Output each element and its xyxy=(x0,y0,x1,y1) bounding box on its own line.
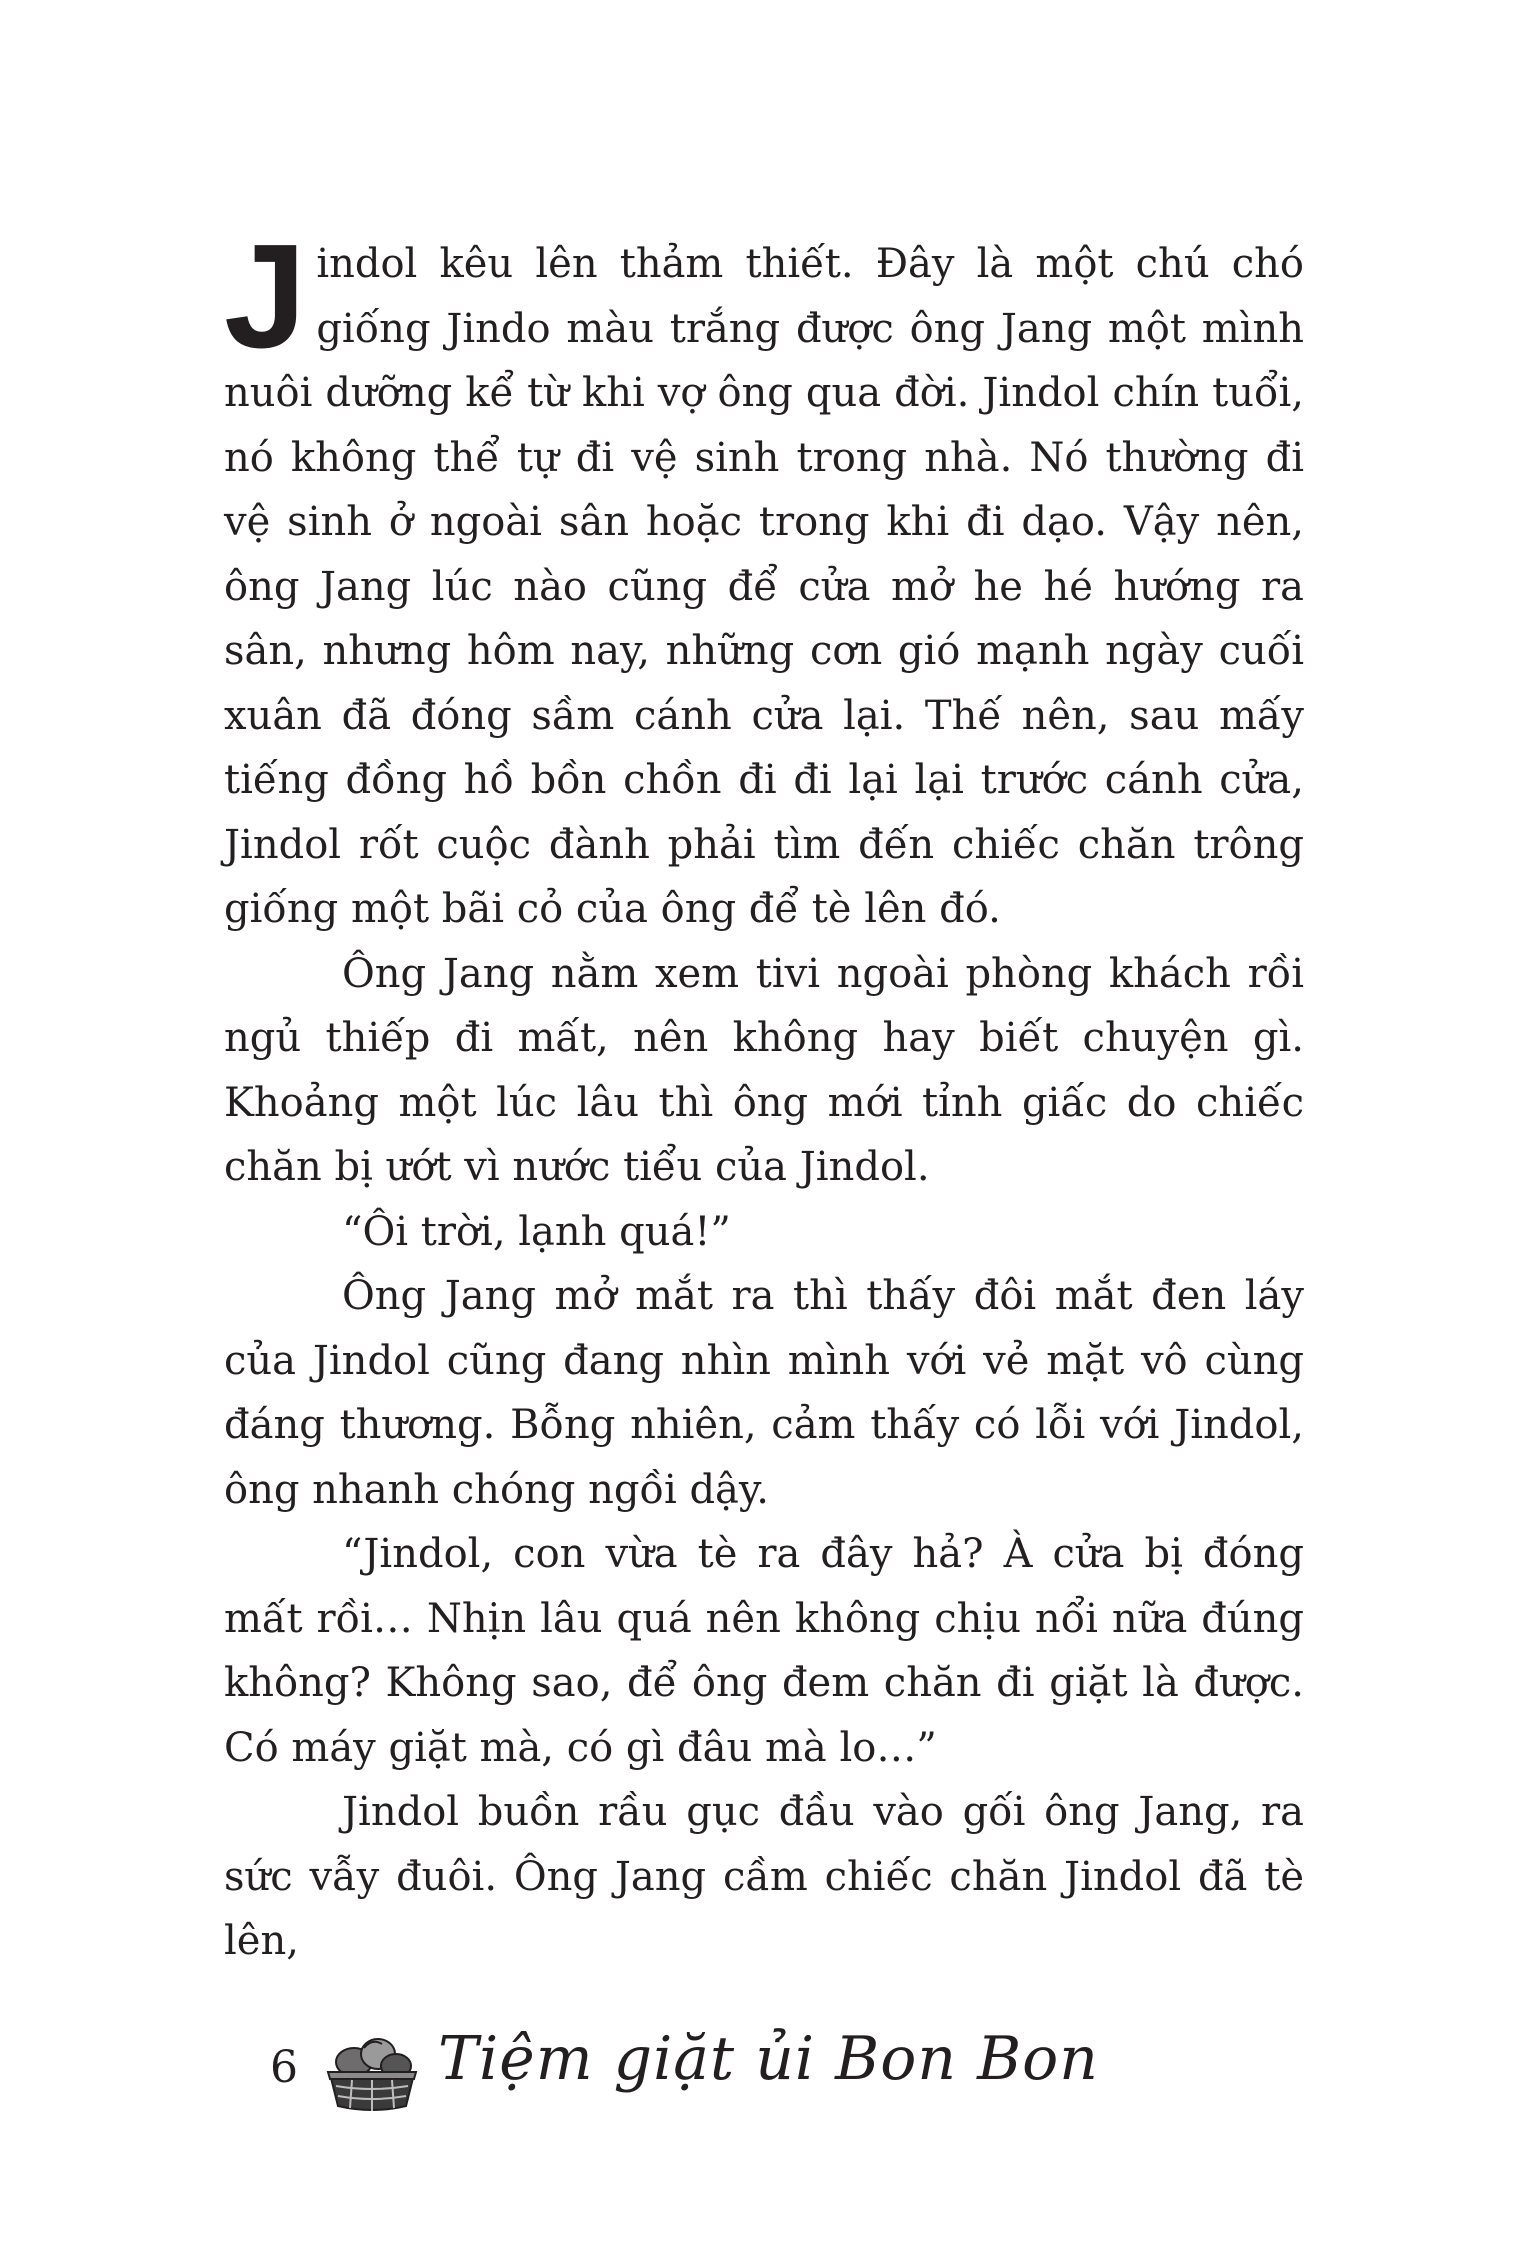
drop-cap-letter: J xyxy=(224,214,307,379)
paragraph-3: “Ôi trời, lạnh quá!” xyxy=(342,1208,731,1255)
paragraph-2: Ông Jang nằm xem tivi ngoài phòng khách rồi ngủ thiếp đi mất, nên không hay biết chuyện gì. Khoảng một lúc lâu thì ông mới tỉnh giấc do chiếc chăn bị ướt vì nước tiểu của Jindol. xyxy=(224,950,1304,1190)
paragraph-6: Jindol buồn rầu gục đầu vào gối ông Jang, ra sức vẫy đuôi. Ông Jang cầm chiếc chăn Jindol đã tè lên, xyxy=(224,1789,1304,1964)
paragraph-5: “Jindol, con vừa tè ra đây hả? À cửa bị đóng mất rồi… Nhịn lâu quá nên không chịu nổi nữa đúng không? Không sao, để ông đem chăn đi giặt là được. Có máy giặt mà, có gì đâu mà lo…” xyxy=(224,1531,1304,1771)
paragraph-1-text: indol kêu lên thảm thiết. Đây là một chú chó giống Jindo màu trắng được ông Jang một mình nuôi dưỡng kể từ khi vợ ông qua đời. Jindol chín tuổi, nó không thể tự đi vệ sinh trong nhà. Nó thường đi vệ sinh ở ngoài sân hoặc trong khi đi dạo. Vậy nên, ông Jang lúc nào cũng để cửa mở he hé hướng ra sân, nhưng hôm nay, những cơn gió mạnh ngày cuối xuân đã đóng sầm cánh cửa lại. Thế nên, sau mấy tiếng đồng hồ bồn chồn đi đi lại lại trước cánh cửa, Jindol rốt cuộc đành phải tìm đến chiếc chăn trông giống một bãi cỏ của ông để tè lên đó. xyxy=(224,241,1304,932)
paragraph-1 xyxy=(224,214,1304,942)
book-title: Tiệm giặt ủi Bon Bon xyxy=(438,2024,1099,2094)
laundry-basket-icon xyxy=(322,2026,422,2116)
page-footer xyxy=(270,2020,1170,2130)
paragraph-4: Ông Jang mở mắt ra thì thấy đôi mắt đen láy của Jindol cũng đang nhìn mình với vẻ mặt vô cùng đáng thương. Bỗng nhiên, cảm thấy có lỗi với Jindol, ông nhanh chóng ngồi dậy. xyxy=(224,1273,1304,1513)
page-number: 6 xyxy=(270,2042,298,2093)
body-text xyxy=(224,214,1304,1974)
